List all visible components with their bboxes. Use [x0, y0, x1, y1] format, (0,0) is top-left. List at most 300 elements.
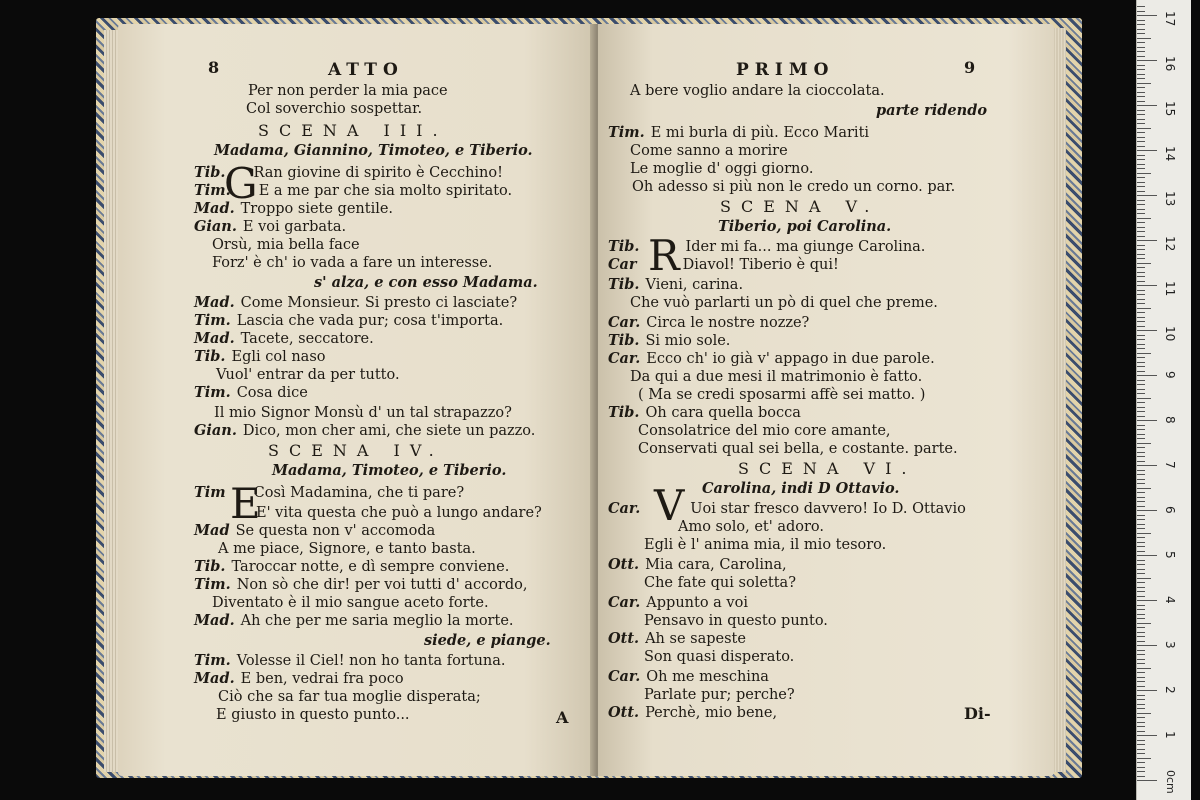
speaker-label: Gian. — [194, 422, 237, 439]
speaker-label: Ott. — [608, 630, 640, 647]
ruler-tick — [1137, 335, 1145, 336]
ruler-tick — [1137, 690, 1157, 691]
ruler-tick — [1137, 699, 1145, 700]
ruler-tick — [1137, 398, 1151, 399]
ruler-tick — [1137, 159, 1145, 160]
line-text: Madama, Giannino, Timoteo, e Tiberio. — [214, 142, 533, 159]
ruler-tick — [1137, 105, 1157, 106]
ruler-tick — [1137, 519, 1145, 520]
ruler-tick — [1137, 263, 1151, 264]
verse-line — [194, 422, 535, 440]
ruler-tick — [1137, 326, 1145, 327]
verse-line — [630, 160, 813, 178]
ruler-tick — [1137, 42, 1145, 43]
verse-line — [608, 332, 730, 350]
ruler-tick — [1137, 420, 1157, 421]
speaker-label: Tib. — [194, 348, 226, 365]
ruler-tick — [1137, 573, 1145, 574]
speaker-label: Car. — [608, 668, 641, 685]
drop-cap-g: G — [224, 159, 258, 208]
line-text: parte ridendo — [876, 102, 988, 119]
ruler-tick — [1137, 596, 1145, 597]
ruler-tick — [1137, 69, 1145, 70]
verse-line — [218, 688, 481, 706]
ruler-tick — [1137, 51, 1145, 52]
ruler-tick — [1137, 722, 1145, 723]
ruler-tick — [1137, 137, 1145, 138]
ruler-number: 2 — [1163, 686, 1177, 694]
ruler-tick — [1137, 600, 1157, 601]
ruler-tick — [1137, 83, 1151, 84]
ruler-tick — [1137, 357, 1145, 358]
ruler-tick — [1137, 407, 1145, 408]
ruler-tick — [1137, 564, 1145, 565]
line-text: Conservati qual sei bella, e costante. parte. — [638, 441, 958, 457]
ruler-tick — [1137, 780, 1157, 781]
ruler-tick — [1137, 762, 1145, 763]
page-number-right: 9 — [964, 58, 976, 77]
ruler-tick — [1137, 321, 1145, 322]
line-text: Non sò che dir! per voi tutti d' accordo, — [236, 577, 528, 593]
line-text: Uoi star fresco davvero! Io D. Ottavio — [690, 501, 966, 517]
ruler-tick — [1137, 479, 1145, 480]
speaker-label: Tim. — [608, 124, 645, 141]
ruler-tick — [1137, 416, 1145, 417]
ruler-tick — [1137, 141, 1145, 142]
speaker-label: Mad. — [194, 200, 235, 217]
verse-line — [644, 648, 794, 666]
ruler-tick — [1137, 290, 1145, 291]
ruler-tick — [1137, 528, 1145, 529]
line-text: Che fate qui soletta? — [644, 575, 796, 591]
ruler-tick — [1137, 659, 1145, 660]
ruler-tick — [1137, 366, 1145, 367]
line-text: Pensavo in questo punto. — [644, 613, 828, 629]
ruler-tick — [1137, 150, 1157, 151]
ruler-tick — [1137, 434, 1145, 435]
speaker-label: Tim — [194, 484, 226, 501]
speaker-label: Tib. — [194, 164, 226, 181]
line-text: siede, e piange. — [424, 632, 551, 649]
ruler-tick — [1137, 560, 1145, 561]
verse-line — [638, 422, 891, 440]
ruler-number: 12 — [1163, 236, 1177, 252]
stage-direction — [424, 632, 551, 650]
speaker-label: Mad. — [194, 612, 235, 629]
ruler-number: 13 — [1163, 191, 1177, 207]
line-text: Ah che per me saria meglio la morte. — [240, 613, 514, 629]
ruler-number: 17 — [1163, 11, 1177, 27]
line-text: Diventato è il mio sangue aceto forte. — [212, 595, 489, 611]
line-text: Così Madamina, che ti pare? — [253, 485, 465, 501]
verse-line — [608, 668, 769, 686]
line-text: Carolina, indi D Ottavio. — [702, 480, 900, 497]
speaker-label: Mad — [194, 522, 230, 539]
ruler-tick — [1137, 551, 1145, 552]
scene-heading — [268, 442, 444, 460]
line-text: Oh me meschina — [646, 669, 769, 685]
verse-line — [608, 404, 801, 422]
ruler-tick — [1137, 429, 1145, 430]
ruler-tick — [1137, 380, 1145, 381]
line-text: Oh cara quella bocca — [645, 405, 801, 421]
verse-line — [216, 706, 410, 724]
ruler-tick — [1137, 582, 1145, 583]
catchword-right: Di- — [964, 704, 991, 723]
verse-line — [212, 254, 492, 272]
line-text: Come sanno a morire — [630, 143, 788, 159]
speaker-label: Tib. — [608, 238, 640, 255]
ruler-tick — [1137, 537, 1145, 538]
ruler-tick — [1137, 713, 1151, 714]
verse-line — [194, 294, 517, 312]
ruler-tick — [1137, 272, 1145, 273]
ruler-tick — [1137, 510, 1157, 511]
verse-line — [194, 558, 509, 576]
ruler-tick — [1137, 339, 1145, 340]
line-text: A bere voglio andare la cioccolata. — [630, 83, 885, 99]
ruler-tick — [1137, 231, 1145, 232]
ruler-number: 1 — [1163, 731, 1177, 739]
ruler-tick — [1137, 267, 1145, 268]
ruler-tick — [1137, 456, 1145, 457]
ruler-tick — [1137, 618, 1145, 619]
ruler-tick — [1137, 641, 1145, 642]
ruler-tick — [1137, 11, 1145, 12]
stage-direction — [718, 218, 891, 236]
ruler-number: 9 — [1163, 371, 1177, 379]
measuring-ruler — [1136, 0, 1191, 800]
verse-line — [644, 686, 795, 704]
ruler-tick — [1137, 344, 1145, 345]
speaker-label: Tim. — [194, 652, 231, 669]
verse-line — [194, 312, 503, 330]
line-text: Se questa non v' accomoda — [235, 523, 436, 539]
ruler-tick — [1137, 569, 1145, 570]
line-text: Tiberio, poi Carolina. — [718, 218, 892, 235]
line-text: E giusto in questo punto... — [216, 707, 410, 723]
ruler-tick — [1137, 375, 1157, 376]
speaker-label: Tim. — [194, 312, 231, 329]
ruler-tick — [1137, 533, 1151, 534]
verse-line — [644, 536, 886, 554]
ruler-number: 16 — [1163, 56, 1177, 72]
speaker-label: Gian. — [194, 218, 237, 235]
verse-line — [644, 612, 828, 630]
ruler-tick — [1137, 425, 1145, 426]
ruler-tick — [1137, 294, 1145, 295]
ruler-tick — [1137, 632, 1145, 633]
verse-line — [644, 574, 796, 592]
line-text: SCENA IV. — [268, 441, 444, 460]
ruler-tick — [1137, 636, 1145, 637]
stage-direction — [702, 480, 900, 498]
ruler-tick — [1137, 209, 1145, 210]
line-text: Dico, mon cher ami, che siete un pazzo. — [242, 423, 536, 439]
ruler-tick — [1137, 155, 1145, 156]
ruler-tick — [1137, 213, 1145, 214]
line-text: Vieni, carina. — [645, 277, 744, 293]
left-page — [118, 24, 596, 776]
ruler-tick — [1137, 330, 1157, 331]
ruler-tick — [1137, 96, 1145, 97]
ruler-tick — [1137, 74, 1145, 75]
ruler-tick — [1137, 173, 1151, 174]
ruler-tick — [1137, 767, 1145, 768]
ruler-tick — [1137, 123, 1145, 124]
verse-line — [632, 178, 955, 196]
ruler-tick — [1137, 542, 1145, 543]
ruler-tick — [1137, 443, 1151, 444]
ruler-tick — [1137, 501, 1145, 502]
running-header-left: ATTO — [328, 60, 404, 80]
line-text: Appunto a voi — [646, 595, 748, 611]
ruler-tick — [1137, 200, 1145, 201]
line-text: Circa le nostre nozze? — [646, 315, 810, 331]
ruler-tick — [1137, 524, 1145, 525]
ruler-tick — [1137, 227, 1145, 228]
verse-line — [608, 594, 748, 612]
ruler-tick — [1137, 515, 1145, 516]
speaker-label: Car — [608, 256, 637, 273]
ruler-tick — [1137, 668, 1151, 669]
ruler-tick — [1137, 299, 1145, 300]
ruler-tick — [1137, 384, 1145, 385]
ruler-tick — [1137, 164, 1145, 165]
line-text: Perchè, mio bene, — [645, 705, 778, 721]
ruler-tick — [1137, 731, 1145, 732]
ruler-tick — [1137, 56, 1145, 57]
right-page — [598, 24, 1054, 776]
ruler-tick — [1137, 605, 1145, 606]
ruler-tick — [1137, 258, 1145, 259]
verse-line — [194, 612, 514, 630]
line-text: Si mio sole. — [645, 333, 731, 349]
page-number-left: 8 — [208, 58, 220, 77]
ruler-tick — [1137, 177, 1145, 178]
ruler-tick — [1137, 389, 1145, 390]
verse-line — [194, 576, 527, 594]
ruler-tick — [1137, 168, 1145, 169]
ruler-number: 5 — [1163, 551, 1177, 559]
ruler-number: 7 — [1163, 461, 1177, 469]
ruler-number: 10 — [1163, 326, 1177, 342]
verse-line — [608, 256, 839, 274]
ruler-tick — [1137, 740, 1145, 741]
ruler-tick — [1137, 695, 1145, 696]
ruler-tick — [1137, 488, 1151, 489]
ruler-tick — [1137, 33, 1145, 34]
ruler-tick — [1137, 492, 1145, 493]
line-text: Ah se sapeste — [645, 631, 746, 647]
ruler-tick — [1137, 362, 1145, 363]
speaker-label: Tim. — [194, 182, 231, 199]
line-text: Lascia che vada pur; cosa t'importa. — [236, 313, 504, 329]
speaker-label: Tim. — [194, 576, 231, 593]
line-text: Forz' è ch' io vada a fare un interesse. — [212, 255, 493, 271]
speaker-label: Tim. — [194, 384, 231, 401]
scene-heading — [720, 198, 879, 216]
ruler-tick — [1137, 726, 1145, 727]
line-text: Volesse il Ciel! non ho tanta fortuna. — [236, 653, 506, 669]
line-text: Le moglie d' oggi giorno. — [630, 161, 814, 177]
line-text: s' alza, e con esso Madama. — [314, 274, 538, 291]
speaker-label: Car. — [608, 350, 641, 367]
line-text: Oh adesso si più non le credo un corno. par. — [632, 179, 956, 195]
speaker-label: Tib. — [608, 276, 640, 293]
ruler-tick — [1137, 663, 1145, 664]
ruler-tick — [1137, 402, 1145, 403]
verse-line — [212, 236, 360, 254]
line-text: Tacete, seccatore. — [240, 331, 374, 347]
line-text: E' vita questa che può a lungo andare? — [256, 505, 542, 521]
line-text: Ider mi fa... ma giunge Carolina. — [685, 239, 926, 255]
ruler-tick — [1137, 776, 1145, 777]
ruler-tick — [1137, 254, 1145, 255]
ruler-tick — [1137, 276, 1145, 277]
speaker-label: Mad. — [194, 294, 235, 311]
ruler-tick — [1137, 317, 1145, 318]
ruler-tick — [1137, 65, 1145, 66]
ruler-tick — [1137, 483, 1145, 484]
line-text: Diavol! Tiberio è qui! — [682, 257, 839, 273]
ruler-tick — [1137, 744, 1145, 745]
ruler-tick — [1137, 182, 1145, 183]
speaker-label: Car. — [608, 314, 641, 331]
ruler-tick — [1137, 411, 1145, 412]
speaker-label: Ott. — [608, 704, 640, 721]
ruler-number: 4 — [1163, 596, 1177, 604]
ruler-tick — [1137, 128, 1151, 129]
ruler-tick — [1137, 132, 1145, 133]
verse-line — [216, 366, 400, 384]
verse-line — [630, 82, 885, 100]
ruler-tick — [1137, 623, 1151, 624]
verse-line — [212, 594, 489, 612]
ruler-tick — [1137, 609, 1145, 610]
verse-line — [246, 100, 422, 118]
speaker-label: Ott. — [608, 556, 640, 573]
ruler-tick — [1137, 753, 1145, 754]
verse-line — [630, 294, 938, 312]
ruler-tick — [1137, 222, 1145, 223]
ruler-tick — [1137, 686, 1145, 687]
verse-line — [638, 440, 958, 458]
line-text: Egli col naso — [231, 349, 326, 365]
ruler-number: 3 — [1163, 641, 1177, 649]
line-text: Da qui a due mesi il matrimonio è fatto. — [630, 369, 923, 385]
line-text: Madama, Timoteo, e Tiberio. — [272, 462, 507, 479]
line-text: E voi garbata. — [242, 219, 347, 235]
line-text: Che vuò parlarti un pò di quel che preme. — [630, 295, 938, 311]
ruler-tick — [1137, 119, 1145, 120]
ruler-number: 8 — [1163, 416, 1177, 424]
stage-direction — [214, 142, 533, 160]
scene-heading — [258, 122, 448, 140]
ruler-tick — [1137, 447, 1145, 448]
line-text: Son quasi disperato. — [644, 649, 795, 665]
ruler-tick — [1137, 146, 1145, 147]
ruler-tick — [1137, 285, 1157, 286]
ruler-tick — [1137, 87, 1145, 88]
ruler-tick — [1137, 461, 1145, 462]
ruler-tick — [1137, 497, 1145, 498]
line-text: SCENA VI. — [738, 459, 917, 478]
ruler-tick — [1137, 749, 1145, 750]
stage-direction — [272, 462, 506, 480]
ruler-tick — [1137, 348, 1145, 349]
ruler-tick — [1137, 110, 1145, 111]
stage-direction — [314, 274, 538, 292]
line-text: Come Monsieur. Si presto ci lasciate? — [240, 295, 518, 311]
speaker-label: Car. — [608, 500, 641, 517]
ruler-tick — [1137, 681, 1145, 682]
verse-line — [214, 404, 512, 422]
ruler-tick — [1137, 47, 1145, 48]
ruler-tick — [1137, 20, 1145, 21]
verse-line — [630, 142, 788, 160]
ruler-tick — [1137, 195, 1157, 196]
line-text: Parlate pur; perche? — [644, 687, 795, 703]
line-text: ( Ma se credi sposarmi affè sei matto. ) — [638, 387, 926, 403]
ruler-tick — [1137, 393, 1145, 394]
ruler-tick — [1137, 218, 1151, 219]
ruler-tick — [1137, 245, 1145, 246]
ruler-tick — [1137, 308, 1151, 309]
verse-line — [218, 540, 476, 558]
ruler-number: 15 — [1163, 101, 1177, 117]
ruler-tick — [1137, 312, 1145, 313]
line-text: E ben, vedrai fra poco — [240, 671, 404, 687]
line-text: A me piace, Signore, e tanto basta. — [218, 541, 476, 557]
line-text: SCENA III. — [258, 121, 448, 140]
ruler-tick — [1137, 38, 1151, 39]
ruler-tick — [1137, 15, 1157, 16]
ruler-tick — [1137, 591, 1145, 592]
ruler-unit-label: 0cm — [1164, 770, 1177, 794]
line-text: Col soverchio sospettar. — [246, 101, 423, 117]
ruler-tick — [1137, 555, 1157, 556]
ruler-tick — [1137, 470, 1145, 471]
line-text: Amo solo, et' adoro. — [678, 519, 824, 535]
ruler-tick — [1137, 645, 1157, 646]
verse-line — [638, 386, 925, 404]
ruler-tick — [1137, 240, 1157, 241]
ruler-tick — [1137, 627, 1145, 628]
verse-line — [608, 630, 746, 648]
ruler-tick — [1137, 587, 1145, 588]
ruler-tick — [1137, 708, 1145, 709]
verse-line — [194, 348, 326, 366]
ruler-number: 6 — [1163, 506, 1177, 514]
line-text: Orsù, mia bella face — [212, 237, 360, 253]
verse-line — [608, 124, 869, 142]
line-text: E a me par che sia molto spiritato. — [258, 183, 513, 199]
ruler-tick — [1137, 191, 1145, 192]
drop-cap-e: E — [230, 479, 261, 528]
verse-line — [630, 368, 922, 386]
ruler-tick — [1137, 452, 1145, 453]
ruler-tick — [1137, 506, 1145, 507]
speaker-label: Tib. — [608, 404, 640, 421]
line-text: Mia cara, Carolina, — [645, 557, 787, 573]
ruler-tick — [1137, 281, 1145, 282]
ruler-number: 14 — [1163, 146, 1177, 162]
ruler-tick — [1137, 758, 1151, 759]
ruler-tick — [1137, 465, 1157, 466]
verse-line — [194, 384, 308, 402]
line-text: Consolatrice del mio core amante, — [638, 423, 891, 439]
